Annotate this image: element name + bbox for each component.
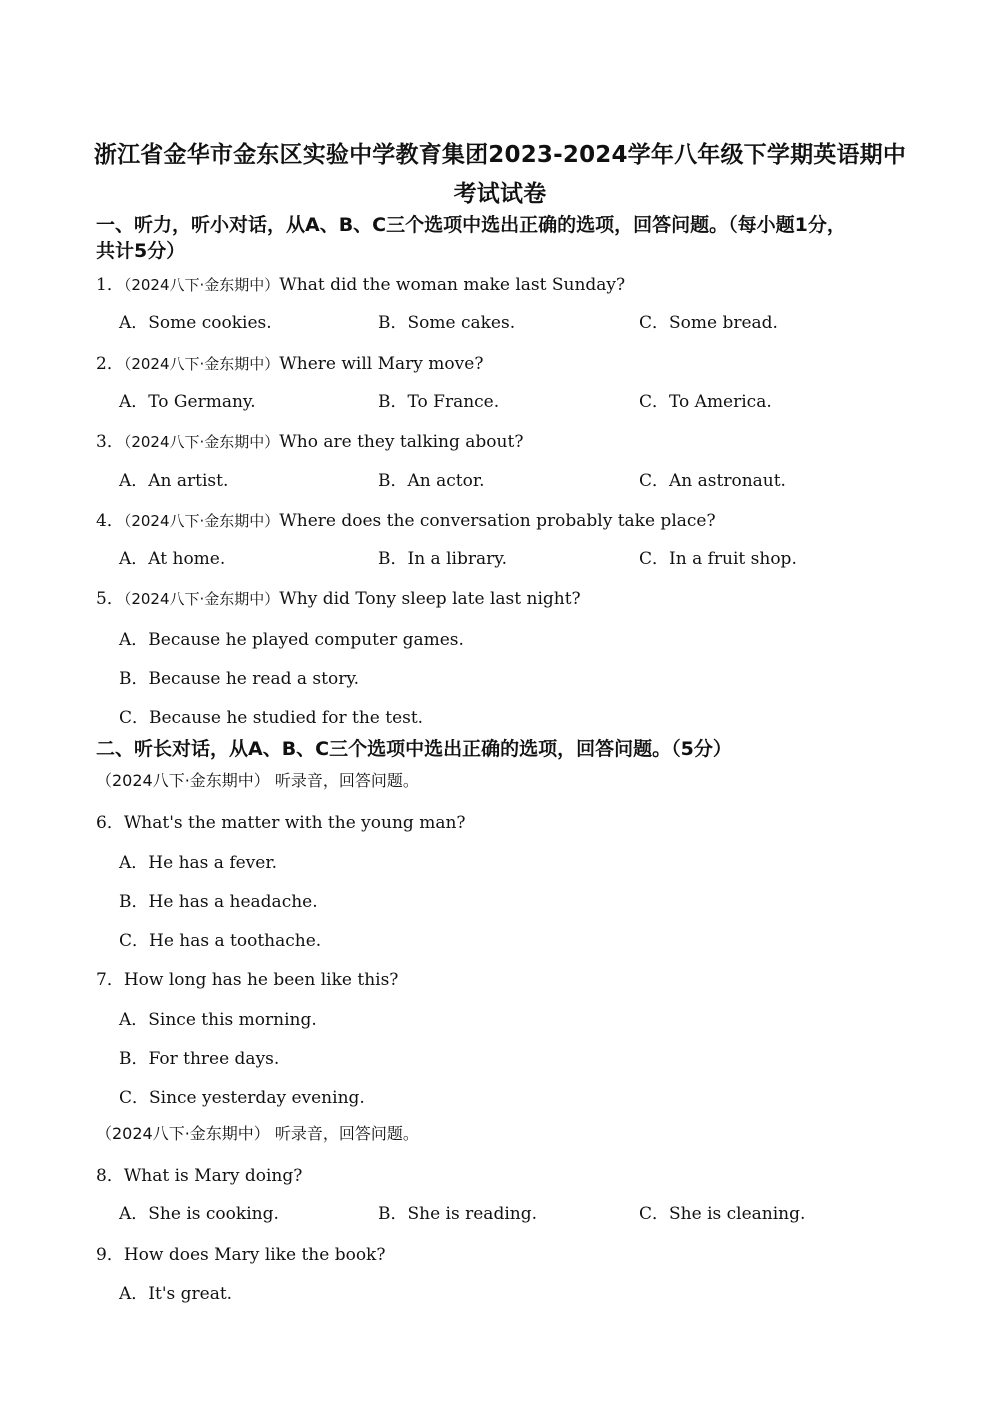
q6-option-b: B．He has a headache.	[119, 892, 318, 912]
listening-group-intro-2: （2024八下·金东期中） 听录音，回答问题。	[96, 1124, 419, 1143]
question-number: 2．	[96, 354, 124, 374]
question-text: Who are they talking about?	[279, 432, 524, 452]
question-6: 6．What's the matter with the young man?	[96, 813, 466, 833]
q8-option-a: A．She is cooking.	[119, 1204, 279, 1224]
q1-option-c: C．Some bread.	[639, 313, 778, 333]
question-source: （2024八下·金东期中）	[123, 355, 280, 373]
page-title-line2: 考试试卷	[453, 181, 547, 207]
q9-option-a: A．It's great.	[119, 1284, 233, 1304]
question-2	[96, 349, 483, 374]
q4-option-a: A．At home.	[119, 549, 226, 569]
question-text: Where does the conversation probably take place?	[279, 511, 716, 531]
q2-option-c: C．To America.	[639, 392, 772, 412]
q7-option-a: A．Since this morning.	[119, 1010, 317, 1030]
question-source: （2024八下·金东期中）	[123, 276, 280, 294]
q2-option-b: B．To France.	[378, 392, 500, 412]
page-title-line1: 浙江省金华市金东区实验中学教育集团2023-2024学年八年级下学期英语期中	[93, 142, 907, 168]
q5-option-c: C．Because he studied for the test.	[119, 708, 424, 728]
q4-option-c: C．In a fruit shop.	[639, 549, 797, 569]
q1-option-b: B．Some cakes.	[378, 313, 516, 333]
section2-heading: 二、听长对话，从A、B、C三个选项中选出正确的选项，回答问题。（5分）	[96, 738, 732, 760]
q6-option-a: A．He has a fever.	[119, 853, 277, 873]
q3-option-c: C．An astronaut.	[639, 471, 786, 491]
question-number: 1．	[96, 275, 124, 295]
q7-option-c: C．Since yesterday evening.	[119, 1088, 365, 1108]
question-5	[96, 584, 581, 609]
q5-option-b: B．Because he read a story.	[119, 669, 360, 689]
listening-group-intro-1: （2024八下·金东期中） 听录音，回答问题。	[96, 771, 419, 790]
question-number: 5．	[96, 589, 124, 609]
question-number: 4．	[96, 511, 124, 531]
q4-option-b: B．In a library.	[378, 549, 507, 569]
question-text: Where will Mary move?	[279, 354, 484, 374]
question-source: （2024八下·金东期中）	[123, 433, 280, 451]
q2-option-a: A．To Germany.	[119, 392, 256, 412]
q3-option-a: A．An artist.	[119, 471, 229, 491]
question-number: 3．	[96, 432, 124, 452]
question-text: What did the woman make last Sunday?	[279, 275, 626, 295]
q5-option-a: A．Because he played computer games.	[119, 630, 464, 650]
question-9: 9．How does Mary like the book?	[96, 1245, 386, 1265]
section1-heading-line1: 一、听力，听小对话，从A、B、C三个选项中选出正确的选项，回答问题。（每小题1分，	[96, 214, 846, 236]
question-1	[96, 270, 625, 295]
question-7: 7．How long has he been like this?	[96, 970, 399, 990]
q6-option-c: C．He has a toothache.	[119, 931, 322, 951]
q8-option-b: B．She is reading.	[378, 1204, 537, 1224]
question-source: （2024八下·金东期中）	[123, 512, 280, 530]
question-8: 8．What is Mary doing?	[96, 1166, 303, 1186]
q3-option-b: B．An actor.	[378, 471, 485, 491]
question-4	[96, 506, 716, 531]
question-source: （2024八下·金东期中）	[123, 590, 280, 608]
section1-heading-line2: 共计5分）	[96, 240, 186, 262]
q7-option-b: B．For three days.	[119, 1049, 280, 1069]
question-text: Why did Tony sleep late last night?	[279, 589, 581, 609]
q8-option-c: C．She is cleaning.	[639, 1204, 806, 1224]
question-3	[96, 427, 523, 452]
q1-option-a: A．Some cookies.	[119, 313, 272, 333]
